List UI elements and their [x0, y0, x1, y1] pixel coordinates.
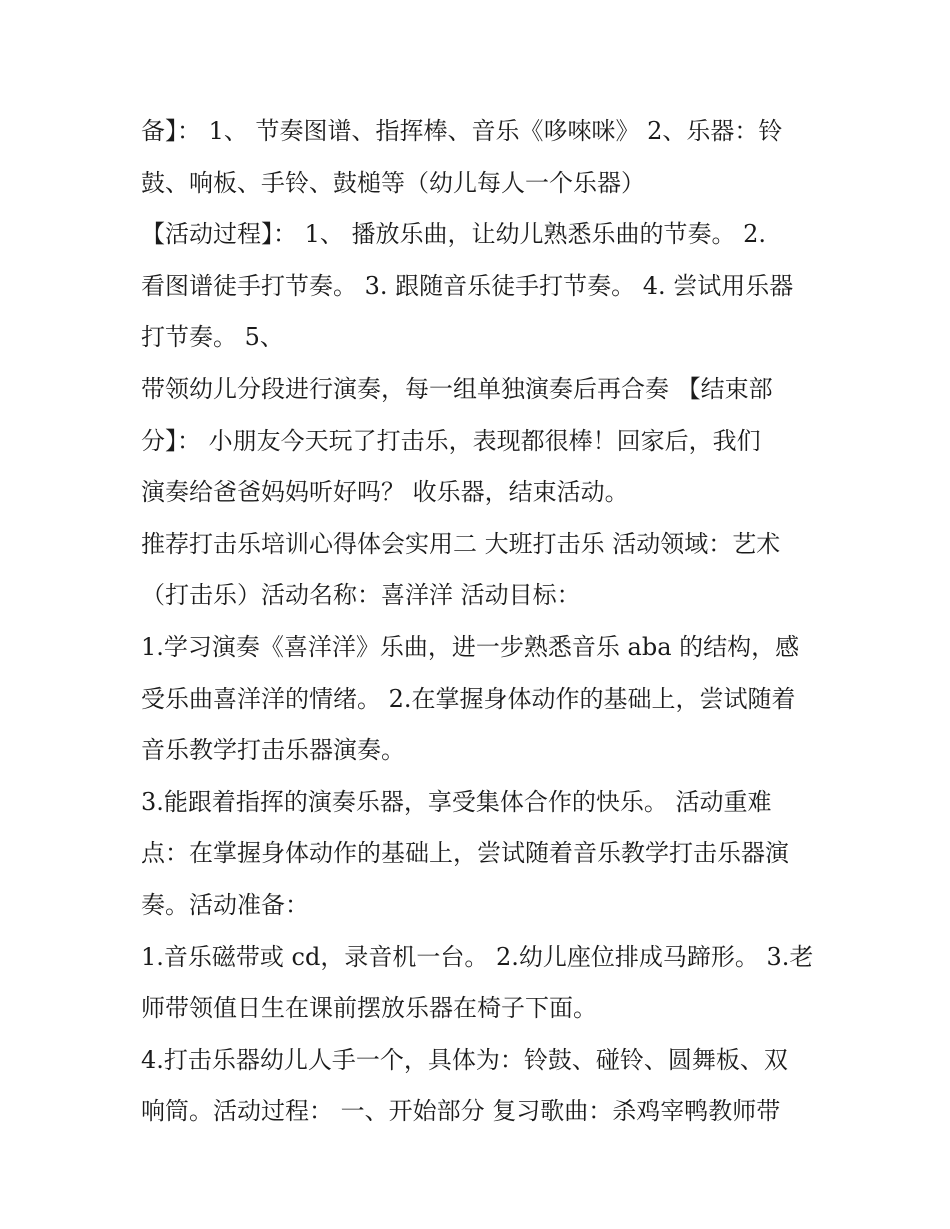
text-line: 推荐打击乐培训心得体会实用二 大班打击乐 活动领域：艺术 — [141, 529, 781, 558]
text-line: 师带领值日生在课前摆放乐器在椅子下面。 — [141, 994, 597, 1023]
text-line: 看图谱徒手打节奏。 3. 跟随音乐徒手打节奏。 4. 尝试用乐器 — [141, 271, 794, 300]
text-line: 备】： 1、 节奏图谱、指挥棒、音乐《哆唻咪》 2、乐器：铃 — [141, 117, 783, 145]
text-line: 鼓、响板、手铃、鼓槌等（幼儿每人一个乐器） — [141, 168, 645, 197]
text-line: 演奏给爸爸妈妈听好吗？ 收乐器，结束活动。 — [141, 478, 629, 507]
text-line: 带领幼儿分段进行演奏，每一组单独演奏后再合奏 【结束部 — [141, 374, 773, 403]
text-line: 响筒。活动过程： 一、开始部分 复习歌曲：杀鸡宰鸭教师带 — [141, 1097, 781, 1126]
text-line: 1.音乐磁带或 cd，录音机一台。 2.幼儿座位排成马蹄形。 3.老 — [141, 942, 814, 971]
text-line: 受乐曲喜洋洋的情绪。 2.在掌握身体动作的基础上，尝试随着 — [141, 684, 796, 713]
text-line: 3.能跟着指挥的演奏乐器，享受集体合作的快乐。 活动重难 — [141, 787, 772, 816]
text-line: 分】： 小朋友今天玩了打击乐，表现都很棒！回家后，我们 — [141, 426, 761, 455]
text-line: （打击乐）活动名称：喜洋洋 活动目标： — [141, 581, 581, 610]
text-line: 【活动过程】： 1、 播放乐曲，让幼儿熟悉乐曲的节奏。 2. — [141, 220, 767, 249]
text-line: 打节奏。 5、 — [141, 323, 284, 352]
text-line: 1.学习演奏《喜洋洋》乐曲，进一步熟悉音乐 aba 的结构，感 — [141, 632, 800, 661]
text-line: 点：在掌握身体动作的基础上，尝试随着音乐教学打击乐器演 — [141, 839, 789, 868]
text-line: 音乐教学打击乐器演奏。 — [141, 736, 405, 765]
text-line: 4.打击乐器幼儿人手一个，具体为：铃鼓、碰铃、圆舞板、双 — [141, 1045, 788, 1074]
document-body — [141, 106, 821, 1138]
text-line: 奏。活动准备： — [141, 890, 309, 919]
